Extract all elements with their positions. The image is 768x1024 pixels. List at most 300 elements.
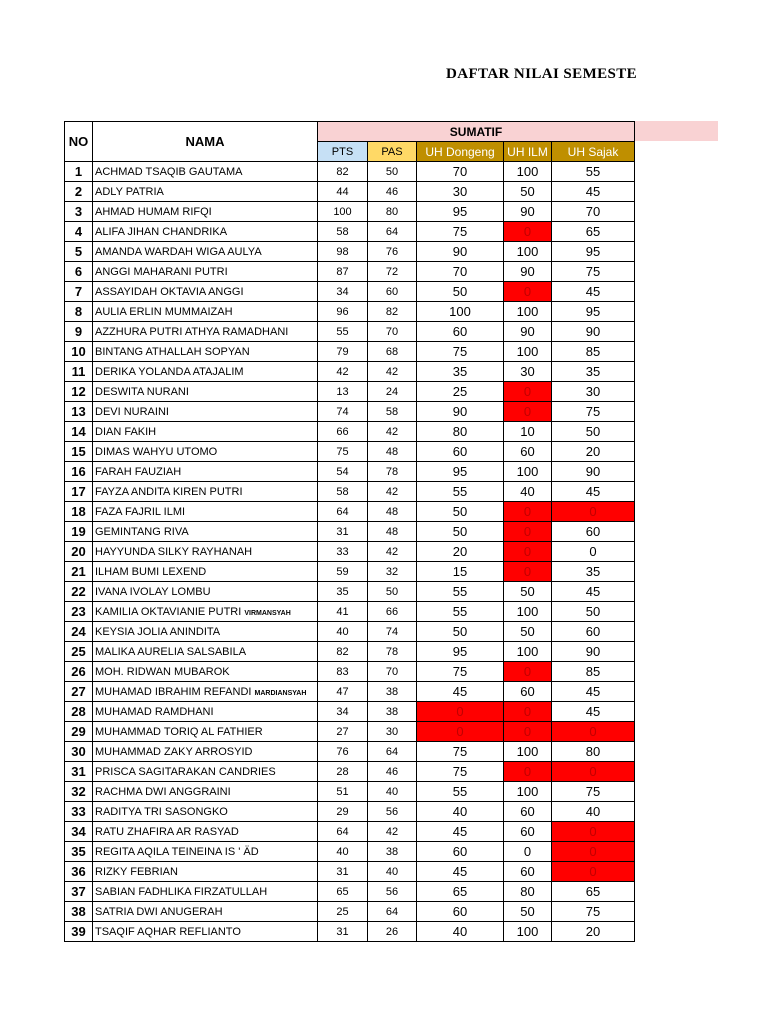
- cell-nama: [93, 402, 318, 422]
- cell-pts: 98: [318, 242, 368, 262]
- cell-uh-dongeng: 75: [417, 222, 504, 242]
- student-name: MUHAMMAD TORIQ AL FATHIER: [95, 725, 263, 738]
- table-row: [65, 222, 635, 242]
- cell-pts: 41: [318, 602, 368, 622]
- cell-uh-sajak: 55: [552, 162, 635, 182]
- cell-uh-ilm: 0: [504, 222, 552, 242]
- cell-uh-dongeng: 75: [417, 762, 504, 782]
- cell-uh-dongeng: 55: [417, 482, 504, 502]
- student-name: MUHAMAD RAMDHANI: [95, 705, 214, 718]
- cell-pas: 64: [368, 742, 417, 762]
- cell-no: 23: [65, 602, 93, 622]
- cell-no: 4: [65, 222, 93, 242]
- cell-pts: 65: [318, 882, 368, 902]
- cell-pts: 54: [318, 462, 368, 482]
- table-row: [65, 522, 635, 542]
- student-name: MALIKA AURELIA SALSABILA: [95, 645, 247, 658]
- cell-pts: 35: [318, 582, 368, 602]
- cell-nama: [93, 722, 318, 742]
- student-name: ASSAYIDAH OKTAVIA ANGGI: [95, 285, 244, 298]
- cell-uh-ilm: 30: [504, 362, 552, 382]
- cell-uh-dongeng: 65: [417, 882, 504, 902]
- cell-pas: 38: [368, 842, 417, 862]
- cell-pas: 78: [368, 642, 417, 662]
- cell-uh-ilm: 0: [504, 402, 552, 422]
- student-name: SABIAN FADHLIKA FIRZATULLAH: [95, 885, 268, 898]
- cell-uh-ilm: 0: [504, 282, 552, 302]
- table-row: [65, 622, 635, 642]
- table-row: [65, 582, 635, 602]
- cell-pts: 13: [318, 382, 368, 402]
- cell-nama: [93, 822, 318, 842]
- table-row: [65, 682, 635, 702]
- cell-uh-ilm: 60: [504, 802, 552, 822]
- student-name: ALIFA JIHAN CHANDRIKA: [95, 225, 228, 238]
- cell-uh-ilm: 100: [504, 342, 552, 362]
- cell-pas: 30: [368, 722, 417, 742]
- cell-no: 25: [65, 642, 93, 662]
- table-row: [65, 782, 635, 802]
- cell-nama: [93, 802, 318, 822]
- cell-uh-dongeng: 30: [417, 182, 504, 202]
- cell-uh-sajak: 20: [552, 442, 635, 462]
- cell-uh-sajak: 75: [552, 262, 635, 282]
- cell-no: 27: [65, 682, 93, 702]
- cell-nama: [93, 642, 318, 662]
- cell-pas: 72: [368, 262, 417, 282]
- header-pts: PTS: [318, 142, 368, 162]
- cell-pts: 79: [318, 342, 368, 362]
- cell-uh-ilm: 0: [504, 762, 552, 782]
- cell-no: 35: [65, 842, 93, 862]
- cell-no: 20: [65, 542, 93, 562]
- cell-nama: [93, 742, 318, 762]
- cell-uh-ilm: 0: [504, 562, 552, 582]
- student-name: ADLY PATRIA: [95, 185, 164, 198]
- header-pas: PAS: [368, 142, 417, 162]
- cell-no: 3: [65, 202, 93, 222]
- cell-pas: 50: [368, 162, 417, 182]
- table-row: [65, 302, 635, 322]
- cell-nama: [93, 382, 318, 402]
- cell-uh-ilm: 50: [504, 622, 552, 642]
- cell-uh-ilm: 10: [504, 422, 552, 442]
- cell-uh-ilm: 50: [504, 902, 552, 922]
- cell-uh-sajak: 75: [552, 782, 635, 802]
- cell-uh-ilm: 90: [504, 202, 552, 222]
- cell-pas: 26: [368, 922, 417, 942]
- table-row: [65, 322, 635, 342]
- cell-pts: 28: [318, 762, 368, 782]
- cell-pas: 38: [368, 682, 417, 702]
- header-sumatif: SUMATIF: [318, 122, 635, 142]
- cell-no: 31: [65, 762, 93, 782]
- table-body: [65, 162, 635, 942]
- cell-pts: 76: [318, 742, 368, 762]
- table-row: [65, 602, 635, 622]
- cell-uh-sajak: 0: [552, 842, 635, 862]
- cell-pts: 83: [318, 662, 368, 682]
- cell-uh-sajak: 85: [552, 342, 635, 362]
- grades-table: [64, 121, 635, 942]
- cell-no: 12: [65, 382, 93, 402]
- cell-no: 39: [65, 922, 93, 942]
- cell-uh-sajak: 45: [552, 582, 635, 602]
- cell-no: 10: [65, 342, 93, 362]
- student-name: PRISCA SAGITARAKAN CANDRIES: [95, 765, 276, 778]
- student-name: RACHMA DWI ANGGRAINI: [95, 785, 231, 798]
- cell-uh-dongeng: 0: [417, 722, 504, 742]
- table-row: [65, 922, 635, 942]
- cell-uh-sajak: 20: [552, 922, 635, 942]
- cell-nama: [93, 902, 318, 922]
- cell-pts: 58: [318, 222, 368, 242]
- cell-uh-dongeng: 80: [417, 422, 504, 442]
- cell-nama: [93, 342, 318, 362]
- student-name: KEYSIA JOLIA ANINDITA: [95, 625, 221, 638]
- table-row: [65, 502, 635, 522]
- cell-uh-dongeng: 50: [417, 522, 504, 542]
- cell-uh-sajak: 65: [552, 882, 635, 902]
- cell-pts: 29: [318, 802, 368, 822]
- cell-uh-ilm: 100: [504, 642, 552, 662]
- cell-pas: 48: [368, 502, 417, 522]
- cell-nama: [93, 442, 318, 462]
- cell-pas: 78: [368, 462, 417, 482]
- cell-uh-sajak: 0: [552, 822, 635, 842]
- cell-pas: 40: [368, 782, 417, 802]
- table-row: [65, 762, 635, 782]
- cell-uh-dongeng: 25: [417, 382, 504, 402]
- table-row: [65, 642, 635, 662]
- header-no: NO: [65, 122, 93, 162]
- cell-pas: 48: [368, 522, 417, 542]
- table-row: [65, 482, 635, 502]
- cell-no: 9: [65, 322, 93, 342]
- cell-nama: [93, 482, 318, 502]
- cell-pas: 64: [368, 902, 417, 922]
- cell-pas: 42: [368, 362, 417, 382]
- cell-uh-dongeng: 55: [417, 602, 504, 622]
- cell-uh-ilm: 60: [504, 822, 552, 842]
- cell-pts: 44: [318, 182, 368, 202]
- cell-pts: 31: [318, 862, 368, 882]
- cell-uh-sajak: 45: [552, 182, 635, 202]
- cell-uh-sajak: 90: [552, 322, 635, 342]
- cell-uh-sajak: 75: [552, 402, 635, 422]
- cell-nama: [93, 782, 318, 802]
- cell-uh-ilm: 0: [504, 522, 552, 542]
- student-name-suffix: MARDIANSYAH: [254, 689, 307, 697]
- cell-uh-ilm: 40: [504, 482, 552, 502]
- cell-nama: [93, 602, 318, 622]
- cell-uh-dongeng: 70: [417, 262, 504, 282]
- cell-pts: 64: [318, 502, 368, 522]
- cell-pas: 70: [368, 662, 417, 682]
- student-name-suffix: VIRMANSYAH: [244, 609, 291, 617]
- cell-nama: [93, 542, 318, 562]
- cell-uh-sajak: 90: [552, 462, 635, 482]
- table-row: [65, 882, 635, 902]
- cell-uh-dongeng: 75: [417, 342, 504, 362]
- cell-pas: 42: [368, 482, 417, 502]
- cell-nama: [93, 182, 318, 202]
- cell-no: 21: [65, 562, 93, 582]
- student-name: ACHMAD TSAQIB GAUTAMA: [95, 165, 243, 178]
- cell-no: 5: [65, 242, 93, 262]
- table-row: [65, 282, 635, 302]
- cell-pas: 56: [368, 802, 417, 822]
- cell-uh-ilm: 0: [504, 722, 552, 742]
- student-name: DESWITA NURANI: [95, 385, 189, 398]
- cell-uh-ilm: 0: [504, 662, 552, 682]
- table-row: [65, 862, 635, 882]
- cell-uh-sajak: 35: [552, 562, 635, 582]
- cell-uh-dongeng: 45: [417, 682, 504, 702]
- student-name: AHMAD HUMAM RIFQI: [95, 205, 212, 218]
- student-name: DEVI NURAINI: [95, 405, 169, 418]
- student-name: FARAH FAUZIAH: [95, 465, 182, 478]
- cell-pts: 34: [318, 702, 368, 722]
- table-row: [65, 802, 635, 822]
- cell-pas: 46: [368, 182, 417, 202]
- cell-pas: 60: [368, 282, 417, 302]
- cell-pts: 82: [318, 162, 368, 182]
- cell-uh-ilm: 50: [504, 182, 552, 202]
- table-row: [65, 442, 635, 462]
- cell-pts: 47: [318, 682, 368, 702]
- cell-uh-ilm: 90: [504, 322, 552, 342]
- sumatif-header-band: [634, 121, 718, 141]
- cell-nama: [93, 162, 318, 182]
- cell-uh-dongeng: 40: [417, 922, 504, 942]
- cell-uh-sajak: 0: [552, 542, 635, 562]
- cell-pas: 48: [368, 442, 417, 462]
- cell-uh-dongeng: 90: [417, 242, 504, 262]
- cell-nama: [93, 282, 318, 302]
- cell-nama: [93, 682, 318, 702]
- cell-pts: 40: [318, 842, 368, 862]
- cell-uh-dongeng: 75: [417, 662, 504, 682]
- table-row: [65, 702, 635, 722]
- table-row: [65, 542, 635, 562]
- cell-nama: [93, 362, 318, 382]
- cell-nama: [93, 462, 318, 482]
- cell-uh-dongeng: 35: [417, 362, 504, 382]
- cell-no: 30: [65, 742, 93, 762]
- cell-uh-dongeng: 20: [417, 542, 504, 562]
- cell-pts: 82: [318, 642, 368, 662]
- student-name: RATU ZHAFIRA AR RASYAD: [95, 825, 239, 838]
- cell-pas: 58: [368, 402, 417, 422]
- cell-uh-sajak: 0: [552, 722, 635, 742]
- cell-uh-sajak: 45: [552, 682, 635, 702]
- header-uh-ilm: UH ILM: [504, 142, 552, 162]
- cell-pts: 64: [318, 822, 368, 842]
- cell-no: 28: [65, 702, 93, 722]
- cell-uh-ilm: 100: [504, 242, 552, 262]
- cell-uh-sajak: 0: [552, 762, 635, 782]
- page-title: DAFTAR NILAI SEMESTE: [446, 66, 638, 82]
- cell-no: 26: [65, 662, 93, 682]
- cell-no: 8: [65, 302, 93, 322]
- cell-uh-dongeng: 95: [417, 202, 504, 222]
- cell-nama: [93, 302, 318, 322]
- cell-no: 1: [65, 162, 93, 182]
- cell-no: 34: [65, 822, 93, 842]
- cell-pas: 82: [368, 302, 417, 322]
- cell-pts: 25: [318, 902, 368, 922]
- cell-nama: [93, 922, 318, 942]
- cell-uh-ilm: 100: [504, 162, 552, 182]
- student-name: RADITYA TRI SASONGKO: [95, 805, 228, 818]
- cell-pts: 66: [318, 422, 368, 442]
- header-uh-sajak: UH Sajak: [552, 142, 635, 162]
- cell-no: 19: [65, 522, 93, 542]
- cell-uh-dongeng: 45: [417, 822, 504, 842]
- cell-nama: [93, 502, 318, 522]
- cell-nama: [93, 322, 318, 342]
- cell-uh-dongeng: 95: [417, 462, 504, 482]
- cell-no: 14: [65, 422, 93, 442]
- cell-uh-dongeng: 95: [417, 642, 504, 662]
- cell-uh-sajak: 45: [552, 482, 635, 502]
- cell-uh-sajak: 45: [552, 282, 635, 302]
- cell-pas: 42: [368, 422, 417, 442]
- cell-uh-ilm: 0: [504, 842, 552, 862]
- cell-no: 2: [65, 182, 93, 202]
- student-name: ANGGI MAHARANI PUTRI: [95, 265, 228, 278]
- cell-uh-sajak: 75: [552, 902, 635, 922]
- cell-pts: 59: [318, 562, 368, 582]
- cell-nama: [93, 562, 318, 582]
- cell-pas: 32: [368, 562, 417, 582]
- cell-uh-ilm: 100: [504, 302, 552, 322]
- student-name: MUHAMAD IBRAHIM REFANDI: [95, 685, 252, 698]
- cell-pas: 50: [368, 582, 417, 602]
- cell-uh-sajak: 80: [552, 742, 635, 762]
- cell-pas: 66: [368, 602, 417, 622]
- cell-nama: [93, 422, 318, 442]
- header-uh-dongeng: UH Dongeng: [417, 142, 504, 162]
- cell-pas: 42: [368, 542, 417, 562]
- cell-pts: 55: [318, 322, 368, 342]
- cell-uh-dongeng: 90: [417, 402, 504, 422]
- cell-pas: 76: [368, 242, 417, 262]
- cell-pas: 68: [368, 342, 417, 362]
- cell-no: 29: [65, 722, 93, 742]
- cell-uh-sajak: 40: [552, 802, 635, 822]
- cell-pas: 24: [368, 382, 417, 402]
- cell-uh-ilm: 0: [504, 502, 552, 522]
- table-row: [65, 902, 635, 922]
- cell-uh-ilm: 100: [504, 462, 552, 482]
- cell-no: 33: [65, 802, 93, 822]
- cell-pts: 87: [318, 262, 368, 282]
- student-name: TSAQIF AQHAR REFLIANTO: [95, 925, 241, 938]
- cell-uh-sajak: 70: [552, 202, 635, 222]
- table-row: [65, 162, 635, 182]
- cell-no: 24: [65, 622, 93, 642]
- table-row: [65, 202, 635, 222]
- cell-uh-dongeng: 60: [417, 842, 504, 862]
- cell-uh-dongeng: 50: [417, 622, 504, 642]
- cell-no: 13: [65, 402, 93, 422]
- student-name: BINTANG ATHALLAH SOPYAN: [95, 345, 250, 358]
- cell-no: 18: [65, 502, 93, 522]
- cell-pas: 38: [368, 702, 417, 722]
- cell-nama: [93, 522, 318, 542]
- cell-uh-ilm: 0: [504, 702, 552, 722]
- cell-uh-dongeng: 70: [417, 162, 504, 182]
- table-row: [65, 382, 635, 402]
- student-name: FAZA FAJRIL ILMI: [95, 505, 186, 518]
- cell-uh-dongeng: 75: [417, 742, 504, 762]
- cell-pts: 58: [318, 482, 368, 502]
- cell-pas: 74: [368, 622, 417, 642]
- student-name: KAMILIA OKTAVIANIE PUTRI: [95, 605, 242, 618]
- cell-uh-ilm: 100: [504, 602, 552, 622]
- cell-uh-sajak: 60: [552, 522, 635, 542]
- student-name: RIZKY FEBRIAN: [95, 865, 178, 878]
- cell-nama: [93, 762, 318, 782]
- table-row: [65, 662, 635, 682]
- table-row: [65, 402, 635, 422]
- cell-no: 36: [65, 862, 93, 882]
- student-name: MUHAMMAD ZAKY ARROSYID: [95, 745, 253, 758]
- table-row: [65, 422, 635, 442]
- student-name: FAYZA ANDITA KIREN PUTRI: [95, 485, 243, 498]
- table-row: [65, 362, 635, 382]
- student-name: AZZHURA PUTRI ATHYA RAMADHANI: [95, 325, 289, 338]
- cell-uh-ilm: 60: [504, 442, 552, 462]
- cell-uh-sajak: 0: [552, 502, 635, 522]
- cell-uh-dongeng: 45: [417, 862, 504, 882]
- cell-no: 22: [65, 582, 93, 602]
- cell-pas: 46: [368, 762, 417, 782]
- cell-uh-sajak: 30: [552, 382, 635, 402]
- student-name: AMANDA WARDAH WIGA AULYA: [95, 245, 262, 258]
- cell-uh-dongeng: 55: [417, 782, 504, 802]
- student-name: AULIA ERLIN MUMMAIZAH: [95, 305, 233, 318]
- cell-uh-ilm: 90: [504, 262, 552, 282]
- cell-uh-dongeng: 0: [417, 702, 504, 722]
- cell-uh-ilm: 80: [504, 882, 552, 902]
- cell-uh-sajak: 50: [552, 602, 635, 622]
- student-name: REGITA AQILA TEINEINA IS ' ÄD: [95, 845, 259, 858]
- cell-uh-dongeng: 50: [417, 502, 504, 522]
- table-row: [65, 242, 635, 262]
- cell-no: 15: [65, 442, 93, 462]
- cell-pas: 80: [368, 202, 417, 222]
- table-row: [65, 842, 635, 862]
- student-name: ILHAM BUMI LEXEND: [95, 565, 207, 578]
- cell-uh-sajak: 95: [552, 302, 635, 322]
- cell-pts: 34: [318, 282, 368, 302]
- cell-pas: 56: [368, 882, 417, 902]
- cell-pts: 33: [318, 542, 368, 562]
- cell-uh-dongeng: 40: [417, 802, 504, 822]
- cell-nama: [93, 842, 318, 862]
- cell-uh-dongeng: 100: [417, 302, 504, 322]
- cell-no: 11: [65, 362, 93, 382]
- cell-uh-sajak: 65: [552, 222, 635, 242]
- table-row: [65, 742, 635, 762]
- cell-nama: [93, 662, 318, 682]
- cell-nama: [93, 262, 318, 282]
- table-row: [65, 822, 635, 842]
- cell-pas: 40: [368, 862, 417, 882]
